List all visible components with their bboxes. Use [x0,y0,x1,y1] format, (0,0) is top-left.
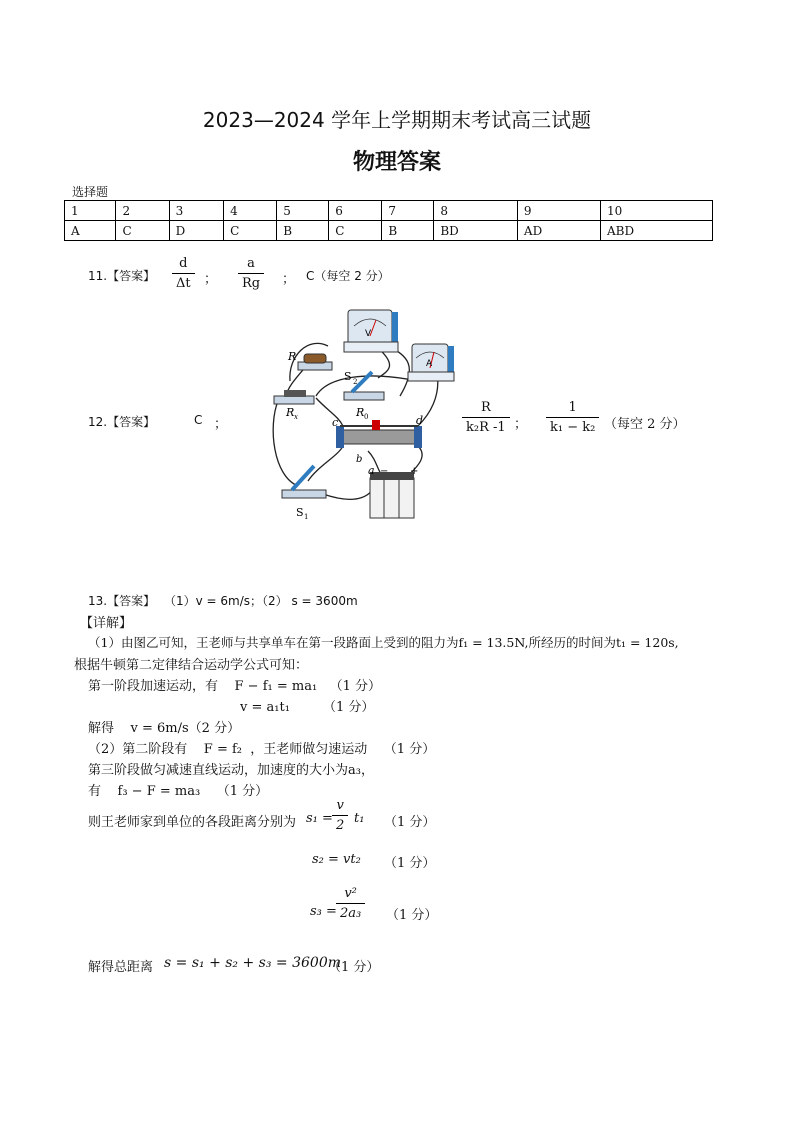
table-row-answers [65,221,713,241]
table-cell: 1 [65,201,116,221]
q13-answer: （1）v = 6m/s；（2） s = 3600m [164,594,358,608]
fraction-denominator: Rg [238,273,264,291]
q13-score: （1 分） [386,908,438,923]
switch-s2-sub: 2 [353,378,358,386]
fraction-numerator: R [480,400,491,415]
battery-icon [370,472,414,518]
q13-equation-s1-tail: t₁ [354,811,365,826]
table-cell: 6 [329,201,382,221]
switch-s2-label: S [344,370,352,383]
q11-fraction-2 [238,256,264,291]
q11-separator: ； [282,272,296,287]
q12-fraction-1 [462,400,510,435]
table-cell: 8 [434,201,518,221]
table-row-numbers [65,201,713,221]
fraction-denominator: k₂R -1 [462,417,510,435]
q11-separator: ； [204,272,218,287]
exam-title: 2023—2024 学年上学期期末考试高三试题 [202,108,592,132]
table-cell: C [224,221,277,241]
table-cell: A [65,221,116,241]
q13-label: 13.【答案】 [88,594,156,608]
q11-label: 11.【答案】 [88,269,156,283]
table-cell: C [116,221,169,241]
terminal-d-label: d [416,414,424,427]
table-cell: B [277,221,329,241]
q13-equation: 第一阶段加速运动，有 F − f₁ = ma₁ （1 分） [88,679,381,694]
q13-equation-s2: s₂ = vt₂ [312,852,361,867]
resistor-r-icon [298,354,332,370]
table-cell: C [329,221,382,241]
table-cell: 7 [382,201,434,221]
q13-fraction-s3 [336,886,365,921]
q12-tail: （每空 2 分） [604,417,686,432]
switch-s1-icon [282,466,326,498]
fraction-denominator: Δt [172,273,195,291]
fraction-numerator: v² [344,886,357,901]
fraction-denominator: 2a₃ [336,903,365,921]
q13-equation: v = a₁t₁ （1 分） [240,700,375,715]
q13-paragraph: 解得总距离 [88,960,154,975]
table-cell: 4 [224,201,277,221]
table-cell: B [382,221,434,241]
table-cell: D [169,221,224,241]
battery-minus-label: − [380,466,389,477]
q13-detail-heading: 【详解】 [80,616,133,631]
ammeter-label: A [426,359,433,369]
q12-answer-1: C [194,413,203,427]
table-cell: 3 [169,201,224,221]
q13-equation-total: s = s₁ + s₂ + s₃ = 3600m [164,955,342,971]
resistor-r-label: R [288,350,297,363]
voltmeter-label: V [365,329,372,339]
q13-score: （1 分） [328,960,380,975]
q12-separator: ； [514,417,528,432]
q12-label: 12.【答案】 [88,415,156,429]
resistor-rx-label: R [286,406,295,419]
fraction-denominator: 2 [332,815,348,833]
fraction-numerator: v [336,798,344,813]
q13-equation-s3-lhs: s₃ = [310,904,337,919]
fraction-numerator: d [179,256,188,271]
q13-score: （1 分） [384,856,436,871]
choice-answer-table [64,200,713,241]
table-cell: AD [517,221,600,241]
table-cell: 9 [517,201,600,221]
q12-separator: ； [214,417,228,432]
table-cell: 10 [600,201,712,221]
q11-fraction-1 [172,256,195,291]
q13-paragraph: 根据牛顿第二定律结合运动学公式可知： [74,658,309,673]
q11-tail: C（每空 2 分） [306,269,390,283]
switch-s1-label: S [296,506,304,519]
table-cell: 5 [277,201,329,221]
resistor-rx-sub: x [294,413,298,421]
switch-s1-sub: 1 [304,513,309,521]
q13-equation: （2）第二阶段有 F = f₂ ，王老师做匀速运动 （1 分） [88,742,436,757]
resistor-r0-sub: 0 [364,413,369,421]
resistor-r0-label: R [356,406,365,419]
table-cell: BD [434,221,518,241]
terminal-a-label: a [368,464,375,477]
battery-plus-label: + [410,466,419,477]
q13-paragraph: 则王老师家到单位的各段距离分别为 [88,815,297,830]
q13-equation: 解得 v = 6m/s（2 分） [88,721,241,736]
q13-fraction-s1 [332,798,348,833]
answer-title: 物理答案 [352,150,441,175]
q13-paragraph: 第三阶段做匀减速直线运动，加速度的大小为a₃， [88,763,374,778]
q13-paragraph: （1）由图乙可知，王老师与共享单车在第一段路面上受到的阻力为f₁ = 13.5N,所经历的时间为t₁ = 120s, [88,635,679,650]
resistor-rx-icon [274,390,314,404]
rheostat-icon [336,420,422,448]
table-cell: 2 [116,201,169,221]
q13-equation-s1-lhs: s₁ = [306,811,333,826]
fraction-numerator: 1 [568,400,577,415]
q12-fraction-2 [546,400,599,435]
circuit-diagram [268,306,458,526]
section-choice-label: 选择题 [72,185,109,199]
terminal-c-label: c [332,416,339,429]
q13-score: （1 分） [384,815,436,830]
table-cell: ABD [600,221,712,241]
q13-equation: 有 f₃ − F = ma₃ （1 分） [88,784,269,799]
terminal-b-label: b [356,454,363,465]
fraction-numerator: a [247,256,255,271]
fraction-denominator: k₁ − k₂ [546,417,599,435]
